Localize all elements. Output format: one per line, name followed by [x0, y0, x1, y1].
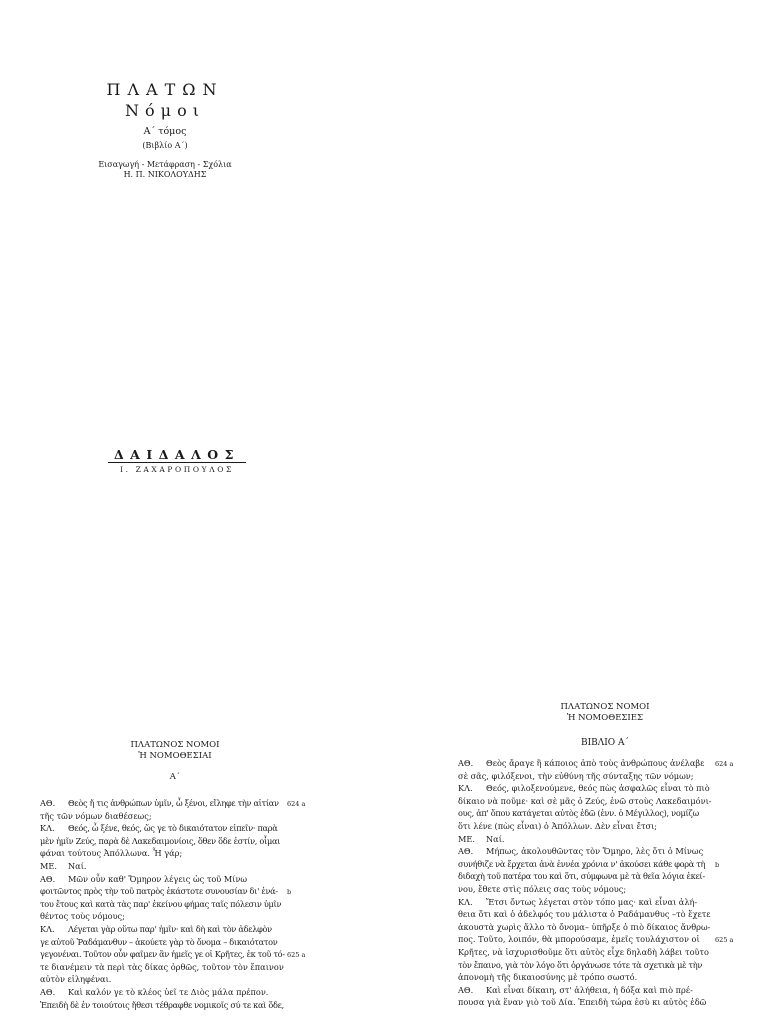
left-text-line	[40, 986, 285, 999]
right-page-header	[490, 702, 720, 749]
work-title: Νόμοι	[125, 101, 205, 120]
speaker-label: ΑΘ.	[458, 758, 474, 768]
dialogue-text: του ἔτους καὶ κατὰ τὰς παρ' ἐκείνου φήμας ταῖς πόλεσιν ὑμῖν	[40, 898, 282, 909]
right-header-subtitle	[490, 713, 720, 724]
speaker-label: ΜΕ.	[458, 833, 475, 844]
speaker-label: ΑΘ.	[40, 873, 56, 884]
dialogue-text: Μῶν οὖν καθ' Ὅμηρον λέγεις ὡς τοῦ Μίνω	[68, 873, 248, 884]
dialogue-text: φοιτῶντος πρὸς τὴν τοῦ πατρὸς ἑκάστοτε συνουσίαν δι' ἐνά-	[40, 886, 278, 897]
dialogue-text: νου, ἔθετε στὶς πόλεις σας τοὺς νόμους;	[458, 883, 627, 894]
dialogue-text: μὲν ἡμῖν Ζεύς, παρὰ δὲ Λακεδαιμονίοις, ὅθεν ὅδε ἐστίν, οἶμαι	[40, 835, 281, 846]
dialogue-text: Θεὸς ἤ τις ἀνθρώπων ὑμῖν, ὦ ξένοι, εἴληφε τὴν αἰτίαν	[68, 798, 279, 808]
speaker-label: ΑΘ.	[458, 846, 474, 857]
left-text-line	[40, 898, 285, 911]
author-name: ΠΛΑΤΩΝ	[106, 80, 224, 99]
dialogue-text: γεγονέναι. Τοῦτον οὖν φαῖμεν ἂν ἡμεῖς γε οἱ Κρῆτες, ἐκ τοῦ τό-	[40, 949, 285, 960]
left-page-text	[40, 797, 306, 1011]
right-text-line	[458, 921, 713, 934]
dialogue-text: Ναί.	[486, 833, 505, 844]
dialogue-text: γε αὐτοῦ Ῥαδάμανθυν – ἀκούετε γὰρ τὸ ὄνομα – δικαιότατον	[40, 936, 278, 947]
dialogue-text: φάναι τούτους Ἀπόλλωνα. Ἦ γάρ;	[40, 848, 183, 859]
dialogue-text: ὅτι λένε (πὼς εἶναι) ὁ Ἀπόλλων. Δὲν εἶναι ἔτσι;	[458, 820, 658, 831]
right-text-line	[458, 782, 713, 795]
right-text-line	[458, 833, 713, 846]
credits-line: Εισαγωγή - Μετάφραση - Σχόλια	[98, 160, 232, 169]
dialogue-text: Μήπως, ἀκολουθῶντας τὸν Ὅμηρο, λὲς ὅτι ὁ Μίνως	[486, 846, 704, 857]
left-header-title: ΠΛΑΤΩΝΟΣ ΝΟΜΟΙ	[130, 740, 220, 750]
dialogue-text: Θεός, ὦ ξένε, θεός, ὥς γε τὸ δικαιότατον εἰπεῖν· παρὰ	[68, 823, 278, 834]
dialogue-text: Καὶ εἶναι δίκαιη, στ' ἀλήθεια, ἡ δόξα καὶ πιὸ πρέ-	[486, 984, 693, 995]
left-subheader-text: Ἡ ΝΟΜΟΘΕΣΙΑΙ	[138, 751, 212, 761]
dialogue-text: Ἔτσι ὄντως λέγεται στὸν τόπο μας· καὶ εἶναι ἀλή-	[486, 896, 698, 907]
left-text-line	[40, 873, 285, 886]
left-header-subtitle	[60, 751, 290, 762]
dialogue-text: θέντος τοὺς νόμους;	[40, 911, 125, 922]
left-text-line	[40, 822, 285, 835]
dialogue-text: ους, ἀπ' ὅπου κατάγεται αὐτὸς ἐδῶ (ἐνν. ὁ Μέγιλλος), νομίζω	[458, 808, 699, 819]
dialogue-text: ἀκουστὰ χωρὶς ἄλλο τὸ ὄνομα– ὑπῆρξε ὁ πιὸ δίκαιος ἄνθρω-	[458, 921, 711, 932]
speaker-label: ΚΛ.	[458, 783, 473, 794]
right-book-number: ΒΙΒΛΙΟ Α΄	[580, 738, 630, 748]
right-text-line	[458, 959, 713, 972]
dialogue-text: τῆς τῶν νόμων διαθέσεως;	[40, 810, 152, 821]
volume-label: Α΄ τόμος	[143, 126, 187, 137]
speaker-label: ΜΕ.	[40, 860, 57, 871]
left-text-line	[40, 948, 306, 961]
left-text-line	[40, 961, 285, 974]
right-text-line	[458, 770, 713, 783]
dialogue-text: συνήθιζε νὰ ἔρχεται ἀνὰ ἐννέα χρόνια ν' ἀκούσει κάθε φορὰ τὴ	[458, 858, 706, 869]
right-text-line	[458, 896, 713, 909]
dialogue-text: τε διανέμειν τὰ περὶ τὰς δίκας ὀρθῶς, τοῦτον τὸν ἔπαινον	[40, 961, 284, 972]
left-text-line	[40, 847, 285, 860]
dialogue-text: πουσα γιὰ ἕναν γιὸ τοῦ Δία. Ἐπειδὴ τώρα ἐσὺ κι αὐτὸς ἐδῶ	[458, 997, 707, 1008]
dialogue-text: αὐτὸν εἰληφέναι.	[40, 974, 112, 985]
right-text-line	[458, 984, 713, 997]
publisher-name: ΔΑΙΔΑΛΟΣ	[108, 448, 246, 463]
right-text-line	[458, 883, 713, 896]
speaker-label: ΚΛ.	[40, 823, 55, 834]
speaker-label: ΚΛ.	[40, 923, 55, 934]
dialogue-text: Λέγεται γὰρ οὕτω παρ' ἡμῖν· καὶ δὴ καὶ τὸν ἀδελφὸν	[68, 923, 272, 934]
left-text-line	[40, 885, 292, 898]
stephanus-number: 624 a	[287, 800, 306, 808]
dialogue-text: ἀπονομὴ τῆς δικαιοσύνης μὲ τρόπο σωστό.	[458, 972, 638, 983]
dialogue-text: Θεὸς ἄραγε ἢ κάποιος ἀπὸ τοὺς ἀνθρώπους ἀνέλαβε	[486, 758, 705, 768]
right-text-line	[458, 807, 713, 820]
publisher-owner: Ι. ΖΑΧΑΡΟΠΟΥΛΟΣ	[120, 465, 234, 474]
right-text-line	[458, 908, 713, 921]
left-text-line	[40, 797, 306, 810]
right-text-line	[458, 996, 713, 1009]
speaker-label: ΑΘ.	[40, 798, 56, 808]
speaker-label: ΑΘ.	[40, 986, 56, 997]
stephanus-number: 624 a	[715, 760, 734, 768]
left-text-line	[40, 910, 285, 923]
left-text-line	[40, 936, 285, 949]
stephanus-number: 625 a	[715, 936, 734, 945]
dialogue-text: Θεός, φιλοξενούμενε, θεός πὼς ἀσφαλῶς εἶναι τὸ πιὸ	[486, 783, 710, 794]
right-text-line	[458, 820, 713, 833]
left-book-number: Α΄	[169, 772, 181, 782]
book-label: (Βιβλίο Α΄)	[142, 141, 188, 150]
speaker-label: ΑΘ.	[458, 984, 474, 995]
title-block	[0, 80, 330, 179]
left-text-line	[40, 860, 285, 873]
dialogue-text: Ναί.	[68, 860, 87, 871]
right-text-line	[458, 946, 713, 959]
left-text-line	[40, 973, 285, 986]
left-text-line	[40, 835, 285, 848]
left-text-line	[40, 923, 285, 936]
right-page-text	[458, 757, 734, 1009]
dialogue-text: θεια ὅτι καὶ ὁ ἀδελφός του μάλιστα ὁ Ραδάμανθυς –τὸ ἔχετε	[458, 909, 711, 920]
right-text-line	[458, 870, 713, 883]
dialogue-text: τὸν ἔπαινο, γιὰ τὸν λόγο ὅτι ὀργάνωσε τότε τὰ σχετικὰ μὲ τὴν	[458, 959, 703, 970]
speaker-label: ΚΛ.	[458, 896, 473, 907]
right-header-title: ΠΛΑΤΩΝΟΣ ΝΟΜΟΙ	[560, 702, 650, 712]
left-page-header	[60, 740, 290, 783]
right-text-line	[458, 971, 713, 984]
dialogue-text: πος. Τοῦτο, λοιπόν, θὰ μπορούσαμε, ἐμεῖς τουλάχιστον οἱ	[458, 934, 700, 945]
right-text-line	[458, 795, 713, 808]
publisher-logo	[108, 448, 246, 474]
right-subheader-text: Ἡ ΝΟΜΟΘΕΣΙΕΣ	[567, 713, 643, 723]
right-text-line	[458, 845, 713, 858]
dialogue-text: Ἐπειδὴ δὲ ἐν τοιούτοις ἤθεσι τέθραφθε νομικοῖς σύ τε καὶ ὅδε,	[40, 999, 284, 1010]
right-text-line	[458, 933, 734, 946]
right-text-line	[458, 858, 720, 871]
dialogue-text: Καὶ καλόν γε τὸ κλέος ὑεῖ τε Διὸς μάλα πρέπον.	[68, 986, 269, 997]
stephanus-number: b	[287, 888, 292, 897]
translator-name: Η. Π. ΝΙΚΟΛΟΥΔΗΣ	[123, 170, 207, 179]
dialogue-text: σὲ σᾶς, φιλόξενοι, τὴν εὐθύνη τῆς σύνταξης τῶν νόμων;	[458, 770, 694, 781]
stephanus-number: 625 a	[287, 951, 306, 960]
right-text-line	[458, 757, 734, 770]
dialogue-text: Κρῆτες, νὰ ἰσχυρισθοῦμε ὅτι αὐτὸς εἶχε δηλαδὴ λάβει τοῦτο	[458, 946, 709, 957]
stephanus-number: b	[715, 860, 720, 869]
left-text-line	[40, 999, 285, 1012]
dialogue-text: διδαχὴ τοῦ πατέρα του καὶ ὅτι, σύμφωνα μὲ τὰ θεῖα λόγια ἐκεί-	[458, 871, 705, 882]
dialogue-text: δίκαιο νὰ ποῦμε· καὶ σὲ μᾶς ὁ Ζεύς, ἐνῶ στοὺς Λακεδαιμόνι-	[458, 795, 712, 806]
left-text-line	[40, 810, 285, 823]
